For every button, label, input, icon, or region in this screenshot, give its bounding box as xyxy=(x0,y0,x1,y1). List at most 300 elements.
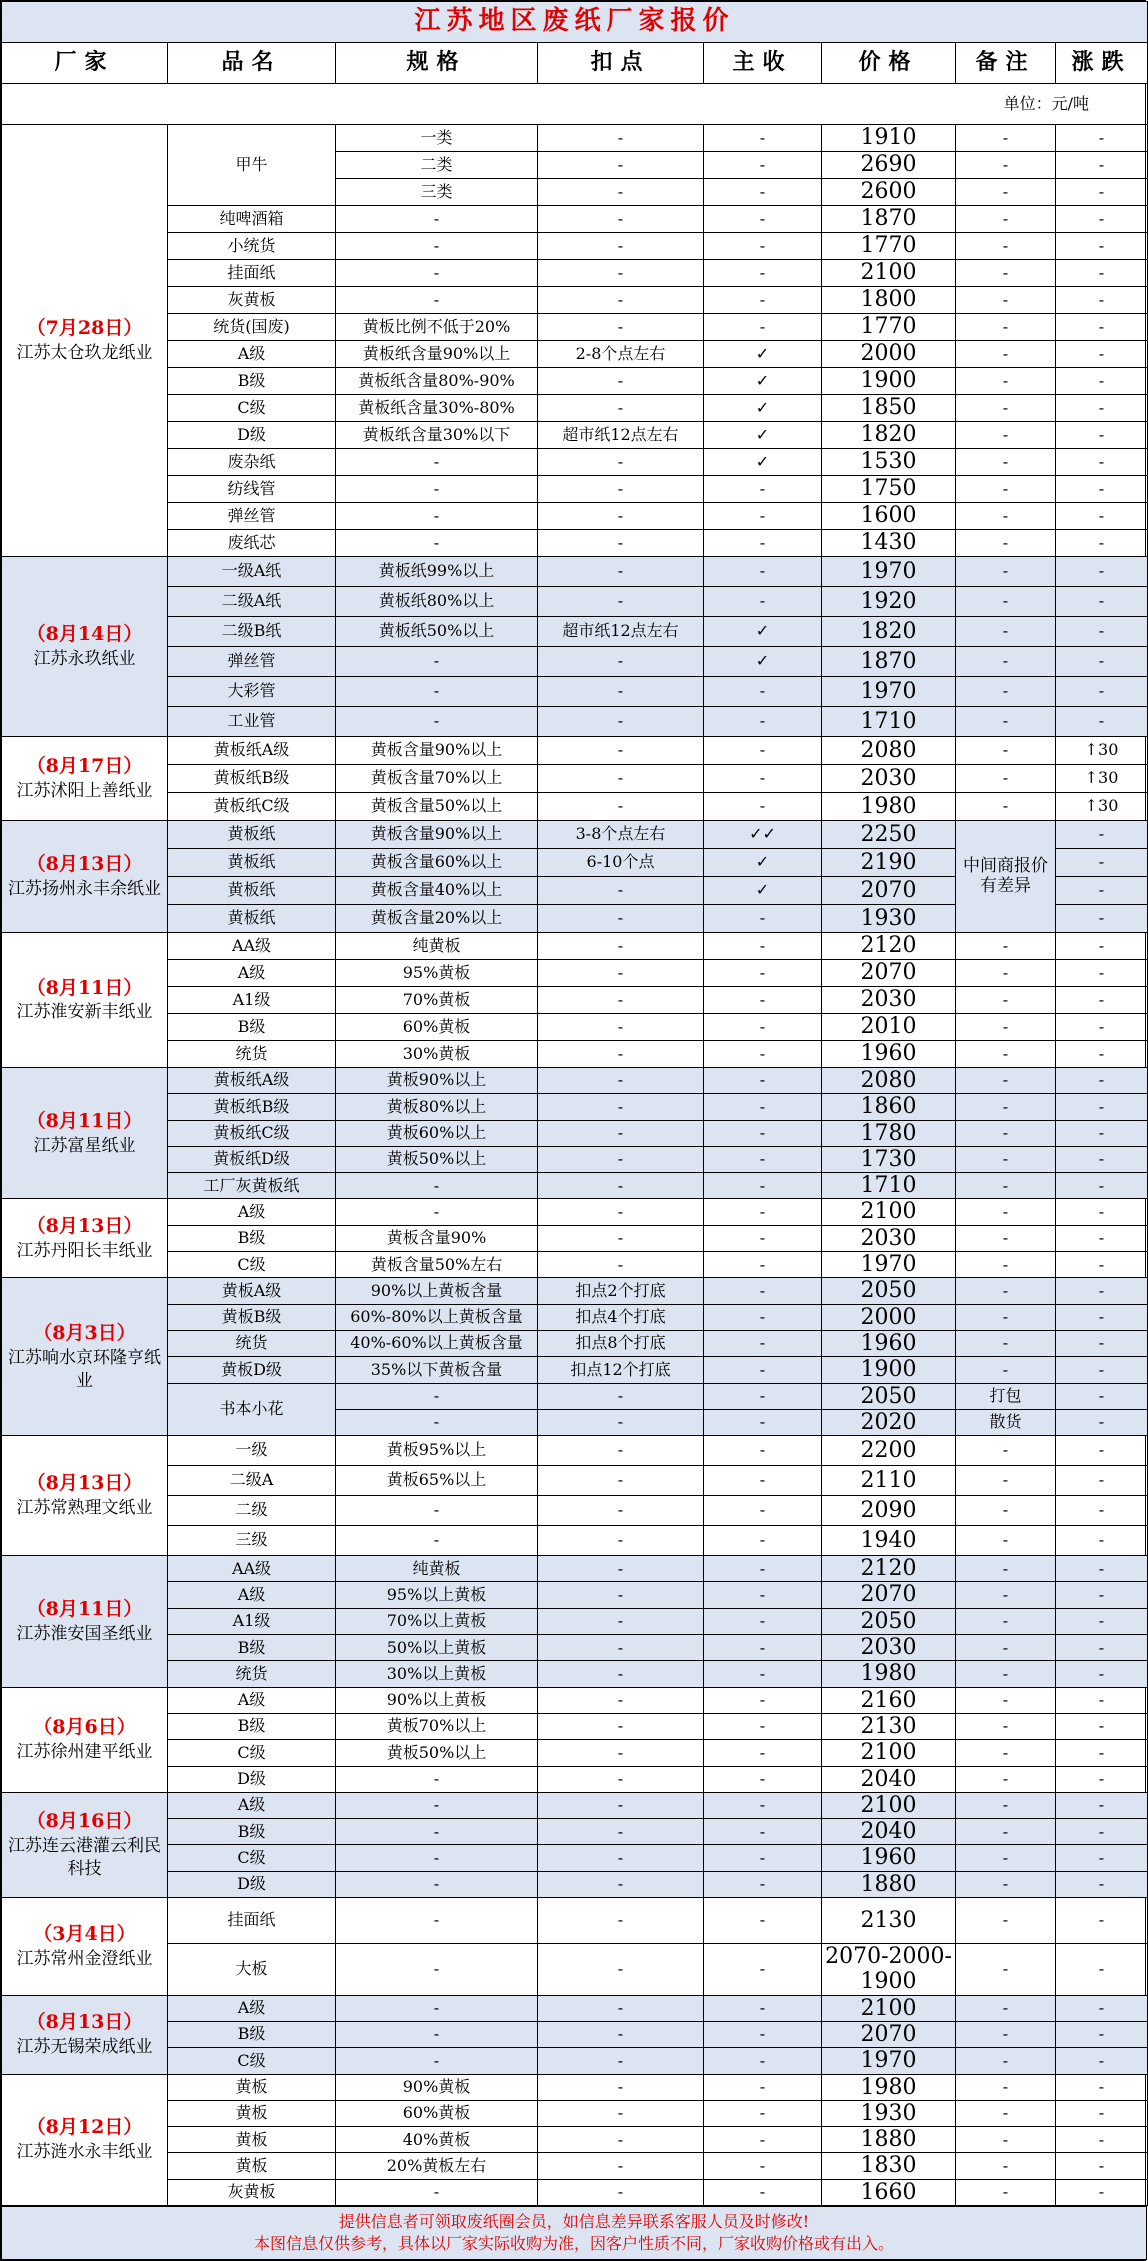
deduction-cell: - xyxy=(538,1871,704,1897)
change-cell: - xyxy=(1056,1252,1148,1278)
product-cell: 纯啤酒箱 xyxy=(168,206,336,233)
spec-cell: 黄板含量70%以上 xyxy=(336,765,538,793)
remark-cell: - xyxy=(956,1635,1056,1661)
deduction-cell: - xyxy=(538,1094,704,1120)
product-cell: 弹丝管 xyxy=(168,647,336,677)
table-row xyxy=(2,1252,1148,1278)
deduction-cell: - xyxy=(538,1436,704,1466)
price-cell: 1430 xyxy=(822,530,956,557)
change-cell: - xyxy=(1056,1819,1148,1845)
price-cell: 1800 xyxy=(822,287,956,314)
column-header: 涨跌 xyxy=(1056,43,1148,84)
deduction-cell: - xyxy=(538,449,704,476)
main-purchase-cell: - xyxy=(704,1466,822,1496)
price-cell: 1880 xyxy=(822,1871,956,1897)
deduction-cell: - xyxy=(538,1792,704,1818)
change-cell: - xyxy=(1056,617,1148,647)
remark-cell: - xyxy=(956,677,1056,707)
deduction-cell: - xyxy=(538,368,704,395)
table-row xyxy=(2,2100,1148,2126)
main-purchase-cell: - xyxy=(704,1304,822,1330)
main-purchase-cell: - xyxy=(704,1173,822,1199)
spec-cell: 黄板含量90%以上 xyxy=(336,821,538,849)
change-cell: - xyxy=(1056,1871,1148,1897)
remark-cell: - xyxy=(956,1526,1056,1556)
table-row xyxy=(2,1041,1148,1068)
price-cell: 2120 xyxy=(822,933,956,960)
factory-name: 江苏连云港灌云利民科技 xyxy=(8,1835,161,1879)
table-row xyxy=(2,1608,1148,1634)
deduction-cell: - xyxy=(538,1845,704,1871)
column-header: 主收 xyxy=(704,43,822,84)
product-cell: 大板 xyxy=(168,1944,336,1996)
change-cell: - xyxy=(1056,1041,1148,1068)
price-cell: 2250 xyxy=(822,821,956,849)
remark-cell: - xyxy=(956,1713,1056,1739)
product-cell: 黄板纸 xyxy=(168,821,336,849)
table-row xyxy=(2,1225,1148,1251)
price-cell: 2130 xyxy=(822,1898,956,1944)
product-cell: 甲牛 xyxy=(168,125,336,206)
price-cell: 2110 xyxy=(822,1466,956,1496)
factory-cell xyxy=(2,1199,168,1278)
spec-cell: 黄板纸50%以上 xyxy=(336,617,538,647)
table-row xyxy=(2,793,1148,821)
spec-cell: 30%以上黄板 xyxy=(336,1661,538,1687)
spec-cell: - xyxy=(336,1792,538,1818)
product-cell: 黄板纸B级 xyxy=(168,1094,336,1120)
price-cell: 1830 xyxy=(822,2153,956,2179)
spec-cell: 20%黄板左右 xyxy=(336,2153,538,2179)
price-cell: 1900 xyxy=(822,1357,956,1383)
column-header: 价格 xyxy=(822,43,956,84)
price-cell: 2190 xyxy=(822,849,956,877)
main-purchase-cell: ✓ xyxy=(704,368,822,395)
table-row xyxy=(2,260,1148,287)
factory-name: 江苏无锡荣成纸业 xyxy=(16,2036,153,2057)
price-cell: 2100 xyxy=(822,260,956,287)
remark-cell: - xyxy=(956,2074,1056,2100)
deduction-cell: - xyxy=(538,1819,704,1845)
remark-cell: - xyxy=(956,530,1056,557)
deduction-cell: - xyxy=(538,1582,704,1608)
remark-cell: - xyxy=(956,1014,1056,1041)
price-cell: 1770 xyxy=(822,314,956,341)
main-purchase-cell: - xyxy=(704,905,822,933)
table-row xyxy=(2,314,1148,341)
remark-cell: - xyxy=(956,1330,1056,1356)
main-purchase-cell: - xyxy=(704,1120,822,1146)
deduction-cell: 扣点12个打底 xyxy=(538,1357,704,1383)
price-cell: 2030 xyxy=(822,765,956,793)
table-row xyxy=(2,933,1148,960)
deduction-cell: - xyxy=(538,1068,704,1094)
spec-cell: 70%黄板 xyxy=(336,987,538,1014)
product-cell: 弹丝管 xyxy=(168,503,336,530)
table-row xyxy=(2,422,1148,449)
factory-name: 江苏沭阳上善纸业 xyxy=(16,780,153,801)
factory-date: （8月11日） xyxy=(26,1598,143,1621)
product-cell: 挂面纸 xyxy=(168,260,336,287)
factory-cell xyxy=(2,737,168,821)
change-cell: - xyxy=(1056,1120,1148,1146)
deduction-cell: - xyxy=(538,1409,704,1435)
product-cell: A1级 xyxy=(168,1608,336,1634)
factory-cell xyxy=(2,933,168,1068)
deduction-cell: - xyxy=(538,1120,704,1146)
product-cell: 小统货 xyxy=(168,233,336,260)
product-cell: A级 xyxy=(168,1792,336,1818)
main-purchase-cell: - xyxy=(704,1357,822,1383)
spec-cell: - xyxy=(336,1766,538,1792)
factory-date: （3月4日） xyxy=(33,1923,136,1946)
remark-cell: - xyxy=(956,960,1056,987)
remark-cell: - xyxy=(956,395,1056,422)
product-cell: C级 xyxy=(168,1740,336,1766)
price-cell: 1940 xyxy=(822,1526,956,1556)
footer-line-2: 本图信息仅供参考，具体以厂家实际收购为准，因客户性质不同，厂家收购价格或有出入。 xyxy=(253,2233,894,2253)
deduction-cell: - xyxy=(538,2074,704,2100)
change-cell: - xyxy=(1056,260,1148,287)
spec-cell: 黄板90%以上 xyxy=(336,1068,538,1094)
price-cell: 2070 xyxy=(822,877,956,905)
main-purchase-cell: - xyxy=(704,1556,822,1582)
factory-date: （8月17日） xyxy=(26,755,143,778)
product-cell: C级 xyxy=(168,2048,336,2074)
price-cell: 2070-2000-1900 xyxy=(822,1944,956,1996)
change-cell: - xyxy=(1056,476,1148,503)
main-purchase-cell: - xyxy=(704,125,822,152)
main-purchase-cell: - xyxy=(704,206,822,233)
deduction-cell: - xyxy=(538,260,704,287)
table-row xyxy=(2,449,1148,476)
table-row xyxy=(2,1526,1148,1556)
remark-cell: - xyxy=(956,1252,1056,1278)
change-cell: ↑30 xyxy=(1056,793,1148,821)
factory-name: 江苏太仓玖龙纸业 xyxy=(16,342,153,363)
remark-cell: - xyxy=(956,587,1056,617)
price-cell: 2000 xyxy=(822,1304,956,1330)
change-cell: - xyxy=(1056,2153,1148,2179)
product-cell: AA级 xyxy=(168,1556,336,1582)
change-cell: - xyxy=(1056,1278,1148,1304)
page-title: 江苏地区废纸厂家报价 xyxy=(2,2,1148,43)
price-cell: 1870 xyxy=(822,647,956,677)
change-cell: - xyxy=(1056,1173,1148,1199)
table-row xyxy=(2,1146,1148,1172)
price-cell: 1910 xyxy=(822,125,956,152)
table-row xyxy=(2,1687,1148,1713)
price-cell: 2010 xyxy=(822,1014,956,1041)
main-purchase-cell: - xyxy=(704,476,822,503)
spec-cell: 35%以下黄板含量 xyxy=(336,1357,538,1383)
remark-cell: - xyxy=(956,125,1056,152)
change-cell: - xyxy=(1056,233,1148,260)
change-cell: - xyxy=(1056,1146,1148,1172)
table-row xyxy=(2,287,1148,314)
table-row xyxy=(2,960,1148,987)
spec-cell: 黄板纸含量80%-90% xyxy=(336,368,538,395)
spec-cell: 40%黄板 xyxy=(336,2127,538,2153)
remark-cell: - xyxy=(956,1225,1056,1251)
table-row xyxy=(2,341,1148,368)
spec-cell: - xyxy=(336,233,538,260)
main-purchase-cell: - xyxy=(704,677,822,707)
remark-cell: - xyxy=(956,1740,1056,1766)
table-row xyxy=(2,1466,1148,1496)
main-purchase-cell: - xyxy=(704,737,822,765)
unit-label: 单位：元/吨 xyxy=(2,84,1148,125)
factory-date: （8月13日） xyxy=(26,853,143,876)
table-row xyxy=(2,987,1148,1014)
remark-cell: - xyxy=(956,314,1056,341)
factory-cell xyxy=(2,1792,168,1897)
table-row xyxy=(2,2127,1148,2153)
price-cell: 2080 xyxy=(822,737,956,765)
main-purchase-cell: - xyxy=(704,1330,822,1356)
price-cell: 1980 xyxy=(822,1661,956,1687)
remark-cell: - xyxy=(956,1944,1056,1996)
deduction-cell: - xyxy=(538,1556,704,1582)
change-cell: - xyxy=(1056,341,1148,368)
table-row xyxy=(2,1661,1148,1687)
remark-cell: - xyxy=(956,1556,1056,1582)
product-cell: 挂面纸 xyxy=(168,1898,336,1944)
price-cell: 1820 xyxy=(822,617,956,647)
product-cell: 黄板 xyxy=(168,2100,336,2126)
price-cell: 1900 xyxy=(822,368,956,395)
remark-cell: - xyxy=(956,2153,1056,2179)
spec-cell: 70%以上黄板 xyxy=(336,1608,538,1634)
change-cell: - xyxy=(1056,1608,1148,1634)
remark-cell: - xyxy=(956,737,1056,765)
table-row xyxy=(2,1014,1148,1041)
deduction-cell: 超市纸12点左右 xyxy=(538,422,704,449)
spec-cell: - xyxy=(336,206,538,233)
spec-cell: 黄板含量20%以上 xyxy=(336,905,538,933)
product-cell: 灰黄板 xyxy=(168,2179,336,2205)
price-cell: 2100 xyxy=(822,1199,956,1225)
product-cell: B级 xyxy=(168,1225,336,1251)
main-purchase-cell: - xyxy=(704,1146,822,1172)
deduction-cell: - xyxy=(538,793,704,821)
remark-cell: - xyxy=(956,1120,1056,1146)
change-cell: - xyxy=(1056,1582,1148,1608)
remark-cell: - xyxy=(956,707,1056,737)
remark-cell: - xyxy=(956,1766,1056,1792)
remark-cell: - xyxy=(956,260,1056,287)
spec-cell: 黄板含量40%以上 xyxy=(336,877,538,905)
remark-cell: - xyxy=(956,933,1056,960)
spec-cell: 30%黄板 xyxy=(336,1041,538,1068)
main-purchase-cell: - xyxy=(704,707,822,737)
main-purchase-cell: ✓ xyxy=(704,341,822,368)
deduction-cell: - xyxy=(538,2179,704,2205)
product-cell: 黄板纸 xyxy=(168,905,336,933)
main-purchase-cell: - xyxy=(704,287,822,314)
price-cell: 2160 xyxy=(822,1687,956,1713)
remark-cell: 散货 xyxy=(956,1409,1056,1435)
spec-cell: - xyxy=(336,1995,538,2021)
remark-cell: - xyxy=(956,1304,1056,1330)
table-row xyxy=(2,1120,1148,1146)
change-cell: - xyxy=(1056,1094,1148,1120)
remark-cell: - xyxy=(956,2021,1056,2047)
remark-cell: 打包 xyxy=(956,1383,1056,1409)
change-cell: - xyxy=(1056,152,1148,179)
product-cell: 黄板 xyxy=(168,2153,336,2179)
deduction-cell: - xyxy=(538,1687,704,1713)
spec-cell: - xyxy=(336,1871,538,1897)
change-cell: - xyxy=(1056,849,1148,877)
change-cell: - xyxy=(1056,1944,1148,1996)
column-header: 扣点 xyxy=(538,43,704,84)
change-cell: - xyxy=(1056,1199,1148,1225)
product-cell: 黄板 xyxy=(168,2127,336,2153)
remark-cell: - xyxy=(956,557,1056,587)
spec-cell: 三类 xyxy=(336,179,538,206)
price-cell: 1880 xyxy=(822,2127,956,2153)
price-cell: 1970 xyxy=(822,2048,956,2074)
remark-cell: - xyxy=(956,1608,1056,1634)
price-cell: 2050 xyxy=(822,1278,956,1304)
change-cell: - xyxy=(1056,1409,1148,1435)
price-cell: 2100 xyxy=(822,1995,956,2021)
table-row xyxy=(2,368,1148,395)
price-cell: 1930 xyxy=(822,905,956,933)
product-cell: 统货(国废) xyxy=(168,314,336,341)
spec-cell: - xyxy=(336,1845,538,1871)
price-table xyxy=(1,1,1148,2206)
deduction-cell: - xyxy=(538,233,704,260)
factory-date: （8月6日） xyxy=(33,1716,136,1739)
main-purchase-cell: - xyxy=(704,1225,822,1251)
product-cell: 黄板 xyxy=(168,2074,336,2100)
main-purchase-cell: - xyxy=(704,557,822,587)
factory-date: （8月13日） xyxy=(26,1472,143,1495)
change-cell: - xyxy=(1056,647,1148,677)
remark-cell: - xyxy=(956,1687,1056,1713)
product-cell: 一级A纸 xyxy=(168,557,336,587)
remark-cell: - xyxy=(956,179,1056,206)
price-cell: 1970 xyxy=(822,1252,956,1278)
spec-cell: 黄板含量50%左右 xyxy=(336,1252,538,1278)
remark-cell: - xyxy=(956,1871,1056,1897)
factory-cell xyxy=(2,2074,168,2205)
deduction-cell: - xyxy=(538,1146,704,1172)
product-cell: A级 xyxy=(168,1687,336,1713)
remark-cell: - xyxy=(956,1898,1056,1944)
price-cell: 1970 xyxy=(822,677,956,707)
main-purchase-cell: ✓ xyxy=(704,422,822,449)
main-purchase-cell: - xyxy=(704,1635,822,1661)
main-purchase-cell: - xyxy=(704,1582,822,1608)
main-purchase-cell: - xyxy=(704,314,822,341)
change-cell: - xyxy=(1056,905,1148,933)
table-row xyxy=(2,617,1148,647)
spec-cell: - xyxy=(336,1409,538,1435)
change-cell: - xyxy=(1056,960,1148,987)
deduction-cell: - xyxy=(538,707,704,737)
change-cell: - xyxy=(1056,707,1148,737)
product-cell: B级 xyxy=(168,1713,336,1739)
product-cell: 工业管 xyxy=(168,707,336,737)
product-cell: A级 xyxy=(168,1582,336,1608)
main-purchase-cell: - xyxy=(704,1944,822,1996)
table-row xyxy=(2,1944,1148,1996)
main-purchase-cell: - xyxy=(704,933,822,960)
change-cell: - xyxy=(1056,1383,1148,1409)
deduction-cell: 超市纸12点左右 xyxy=(538,617,704,647)
table-row xyxy=(2,1068,1148,1094)
price-cell: 1970 xyxy=(822,557,956,587)
spec-cell: 黄板95%以上 xyxy=(336,1436,538,1466)
price-cell: 1730 xyxy=(822,1146,956,1172)
price-cell: 1960 xyxy=(822,1845,956,1871)
deduction-cell: - xyxy=(538,1661,704,1687)
change-cell: - xyxy=(1056,1526,1148,1556)
main-purchase-cell: - xyxy=(704,1845,822,1871)
main-purchase-cell: - xyxy=(704,1526,822,1556)
change-cell: - xyxy=(1056,179,1148,206)
deduction-cell: - xyxy=(538,1014,704,1041)
price-cell: 2030 xyxy=(822,1635,956,1661)
remark-cell: - xyxy=(956,1466,1056,1496)
main-purchase-cell: - xyxy=(704,2127,822,2153)
spec-cell: - xyxy=(336,2021,538,2047)
table-row xyxy=(2,1383,1148,1409)
price-cell: 1710 xyxy=(822,1173,956,1199)
product-cell: A级 xyxy=(168,1995,336,2021)
spec-cell: 纯黄板 xyxy=(336,933,538,960)
factory-name: 江苏扬州永丰余纸业 xyxy=(8,878,161,899)
change-cell: - xyxy=(1056,503,1148,530)
product-cell: 大彩管 xyxy=(168,677,336,707)
price-cell: 2040 xyxy=(822,1766,956,1792)
spec-cell: 95%黄板 xyxy=(336,960,538,987)
main-purchase-cell: - xyxy=(704,530,822,557)
remark-cell: - xyxy=(956,1146,1056,1172)
factory-name: 江苏丹阳长丰纸业 xyxy=(16,1240,153,1261)
footer-notice xyxy=(2,2206,1147,2259)
factory-cell xyxy=(2,1068,168,1199)
spec-cell: - xyxy=(336,677,538,707)
change-cell: - xyxy=(1056,2021,1148,2047)
deduction-cell: - xyxy=(538,1526,704,1556)
price-cell: 1920 xyxy=(822,587,956,617)
main-purchase-cell: ✓ xyxy=(704,849,822,877)
main-purchase-cell: - xyxy=(704,2100,822,2126)
deduction-cell: - xyxy=(538,765,704,793)
product-cell: 黄板纸D级 xyxy=(168,1146,336,1172)
table-row xyxy=(2,1556,1148,1582)
factory-cell xyxy=(2,1556,168,1687)
deduction-cell: - xyxy=(538,287,704,314)
product-cell: C级 xyxy=(168,1845,336,1871)
spec-cell: - xyxy=(336,1819,538,1845)
table-row xyxy=(2,1635,1148,1661)
main-purchase-cell: - xyxy=(704,2021,822,2047)
table-row xyxy=(2,647,1148,677)
table-row xyxy=(2,1304,1148,1330)
price-cell: 1750 xyxy=(822,476,956,503)
price-cell: 1980 xyxy=(822,2074,956,2100)
column-header: 厂家 xyxy=(2,43,168,84)
factory-date: （8月13日） xyxy=(26,2011,143,2034)
remark-cell: - xyxy=(956,1496,1056,1526)
remark-cell: - xyxy=(956,503,1056,530)
main-purchase-cell: - xyxy=(704,1995,822,2021)
